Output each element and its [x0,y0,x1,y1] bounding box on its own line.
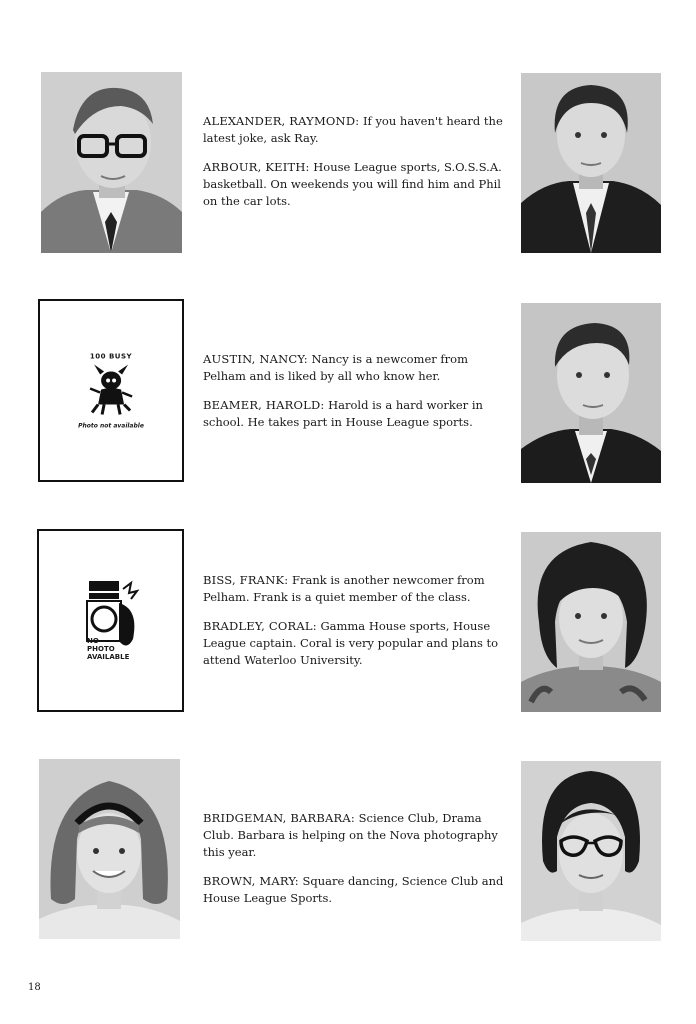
text-block-row-4 [203,810,508,919]
available-text: AVAILABLE [87,653,130,661]
portrait-female-glasses [521,761,661,941]
student-description: Science Club, Drama Club. Barbara is helping on the Nova photography this year. [203,811,498,859]
entry-biss [203,572,513,606]
student-description: Harold is a hard worker in school. He takes part in House League sports. [203,398,483,429]
entry-bradley [203,618,513,669]
entry-austin [203,351,513,385]
portrait-photo-bridgeman [39,759,180,939]
busy-cartoon [78,352,144,429]
student-name: AUSTIN, NANCY: [203,352,308,366]
no-photo-caption [87,637,129,661]
portrait-photo-beamer [521,303,661,483]
busy-character-icon [86,362,136,416]
portrait-photo-brown [521,761,661,941]
student-name: BRADLEY, CORAL: [203,619,317,633]
entry-beamer [203,397,513,431]
photo-text: PHOTO [87,645,115,653]
student-name: ALEXANDER, RAYMOND: [203,114,360,128]
student-description: House League sports, S.O.S.S.A. basketball. On weekends you will find him and Phil on the car lots. [203,160,502,208]
entry-bridgeman [203,810,508,861]
student-name: BISS, FRANK: [203,573,289,587]
no-text: NO [87,637,99,645]
student-description: If you haven't heard the latest joke, ask Ray. [203,114,503,145]
student-description: Frank is another newcomer from Pelham. Frank is a quiet member of the class. [203,573,485,604]
student-name: BEAMER, HAROLD: [203,398,325,412]
portrait-photo-arbour [521,73,661,253]
text-block-row-1 [203,113,513,222]
student-description: Gamma House sports, House League captain. Coral is very popular and plans to attend Waterloo University. [203,619,499,667]
portrait-photo-bradley [521,532,661,712]
portrait-male-suit [521,73,661,253]
portrait-male-glasses [41,72,182,253]
portrait-male-suit [521,303,661,483]
entry-alexander [203,113,513,147]
no-photo-busy-box [38,299,184,482]
student-name: ARBOUR, KEITH: [203,160,310,174]
entry-arbour [203,159,513,210]
student-description: Nancy is a newcomer from Pelham and is liked by all who know her. [203,352,468,383]
busy-photo-not-available: Photo not available [78,422,144,429]
portrait-female-headband [39,759,180,939]
page-number: 18 [28,982,41,993]
student-description: Square dancing, Science Club and House League Sports. [203,874,504,905]
entry-brown [203,873,508,907]
student-name: BROWN, MARY: [203,874,299,888]
text-block-row-3 [203,572,513,681]
busy-caption: 100 BUSY [89,352,133,360]
text-block-row-2 [203,351,513,443]
no-photo-camera-box [37,529,184,712]
portrait-female [521,532,661,712]
portrait-photo-alexander [41,72,182,253]
student-name: BRIDGEMAN, BARBARA: [203,811,355,825]
